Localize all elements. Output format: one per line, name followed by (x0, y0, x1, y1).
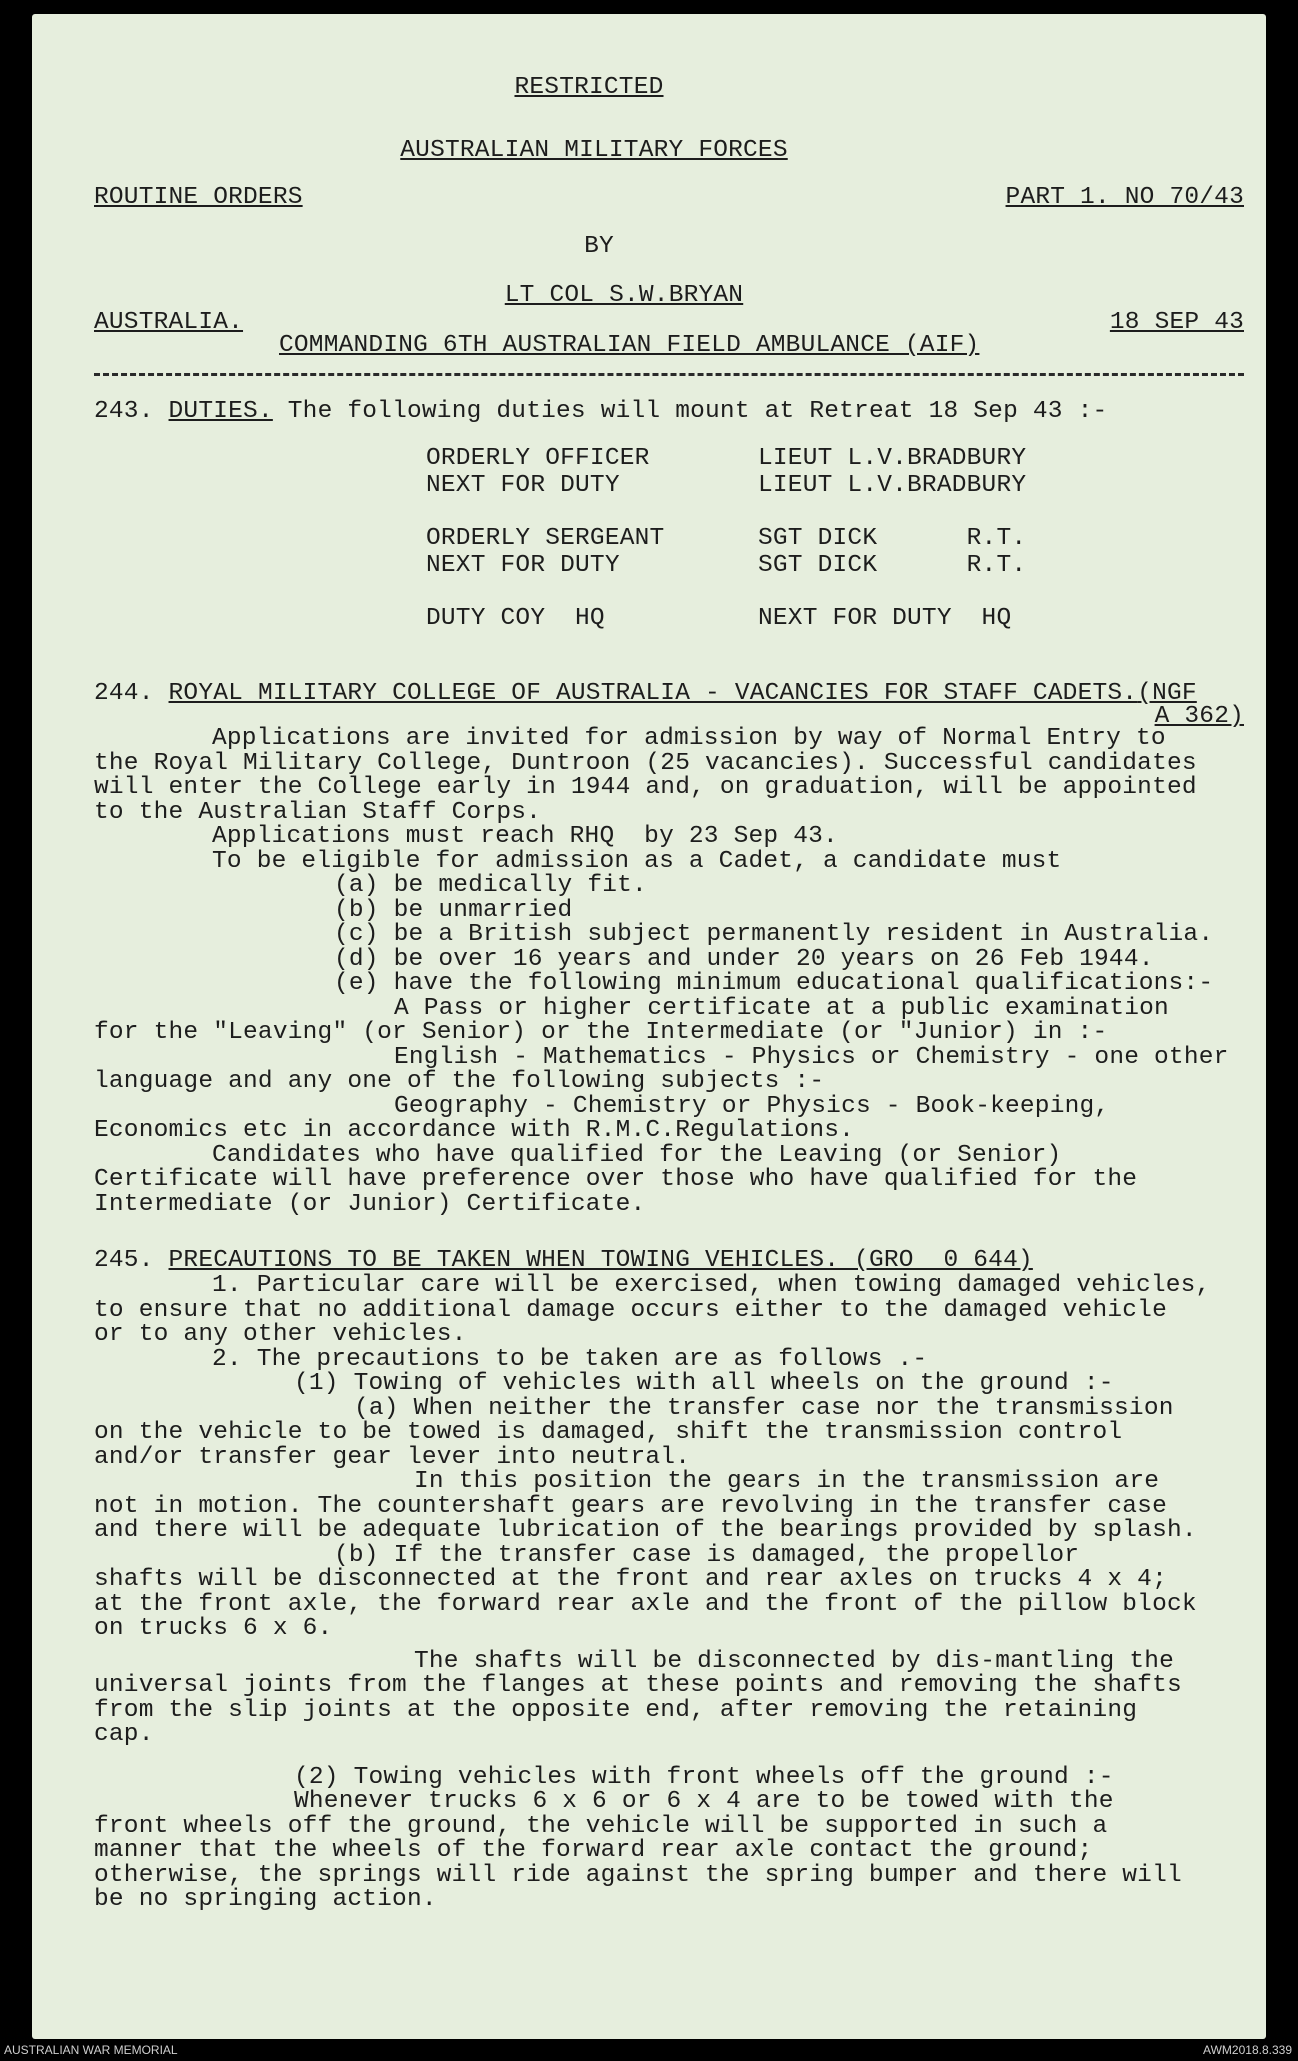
force-heading: AUSTRALIAN MILITARY FORCES (400, 137, 788, 164)
classification-heading: RESTRICTED (514, 74, 664, 101)
text-line: 1. Particular care will be exercised, when towing damaged vehicles, (212, 1272, 1211, 1299)
text-line: To be eligible for admission as a Cadet, a candidate must (212, 847, 1062, 875)
by-label: BY (584, 233, 614, 260)
routine-orders-label: ROUTINE ORDERS (94, 184, 303, 211)
item-244-title: ROYAL MILITARY COLLEGE OF AUSTRALIA - VACANCIES FOR STAFF CADETS. (168, 680, 1138, 707)
item-243-title: DUTIES. (168, 398, 273, 425)
text-line: not in motion. The countershaft gears are revolving in the transfer case (94, 1492, 1167, 1520)
text-line: In this position the gears in the transmission are (414, 1468, 1160, 1495)
text-line: Whenever trucks 6 x 6 or 6 x 4 are to be towed with the (294, 1788, 1114, 1815)
commanding-officer: LT COL S.W.BRYAN (504, 282, 744, 309)
item-244-number: 244. (94, 680, 154, 707)
duty-row: NEXT FOR DUTY SGT DICK R.T. (426, 552, 1027, 579)
document-page (32, 14, 1266, 2039)
text-line: to ensure that no additional damage occurs either to the damaged vehicle (94, 1296, 1167, 1324)
text-line: cap. (94, 1721, 154, 1748)
duty-row: ORDERLY SERGEANT SGT DICK R.T. (426, 525, 1027, 552)
item-244-ref: (NGF (1137, 680, 1197, 707)
text-line: manner that the wheels of the forward rear axle contact the ground; (94, 1837, 1093, 1864)
text-line: on trucks 6 x 6. (94, 1615, 333, 1642)
command-line: COMMANDING 6TH AUSTRALIAN FIELD AMBULANCE (AIF) (279, 332, 980, 359)
text-line: Applications are invited for admission by way of Normal Entry to (212, 725, 1166, 752)
item-244-ref-number: A 362) (1154, 703, 1244, 730)
duty-row: DUTY COY HQ NEXT FOR DUTY HQ (426, 605, 1012, 632)
text-line: The shafts will be disconnected by dis-mantling the (414, 1647, 1175, 1675)
archive-footer (4, 2043, 1292, 2057)
text-line: Economics etc in accordance with R.M.C.Regulations. (94, 1117, 855, 1144)
item-245 (94, 1247, 1244, 1913)
text-line: the Royal Military College, Duntroon (25 vacancies). Successful candidates (94, 749, 1197, 777)
text-line: shafts will be disconnected at the front and rear axles on trucks 4 x 4; (94, 1566, 1167, 1593)
duties-table (426, 445, 1244, 632)
text-line: to the Australian Staff Corps. (94, 798, 542, 826)
item-244 (94, 680, 1244, 1217)
text-line: (b) be unmarried (334, 896, 573, 924)
text-line: and there will be adequate lubrication of the bearings provided by splash. (94, 1517, 1197, 1544)
text-line: (e) have the following minimum educational qualifications:- (334, 970, 1214, 997)
item-243-intro: The following duties will mount at Retreat 18 Sep 43 :- (287, 398, 1108, 425)
text-line: universal joints from the flanges at these points and removing the shafts (94, 1672, 1182, 1699)
text-line: Applications must reach RHQ by 23 Sep 43. (212, 823, 838, 850)
text-line: or to any other vehicles. (94, 1321, 467, 1348)
part-number: PART 1. NO 70/43 (1005, 184, 1244, 211)
text-line: (1) Towing of vehicles with all wheels on the ground :- (294, 1370, 1114, 1397)
text-line: Geography - Chemistry or Physics - Book-keeping, (394, 1092, 1110, 1120)
duty-row: NEXT FOR DUTY LIEUT L.V.BRADBURY (426, 472, 1027, 499)
text-line: Intermediate (or Junior) Certificate. (94, 1190, 646, 1218)
text-line: otherwise, the springs will ride against the spring bumper and there will (94, 1861, 1182, 1889)
text-line: (a) be medically fit. (334, 872, 647, 899)
text-line: be no springing action. (94, 1886, 437, 1913)
archive-credit: AUSTRALIAN WAR MEMORIAL (4, 2043, 178, 2057)
text-line: at the front axle, the forward rear axle and the front of the pillow block (94, 1590, 1197, 1618)
text-line: 2. The precautions to be taken are as follows .- (212, 1345, 928, 1373)
text-line: for the "Leaving" (or Senior) or the Intermediate (or "Junior) in :- (94, 1019, 1108, 1046)
text-line: on the vehicle to be towed is damaged, shift the transmission control (94, 1419, 1123, 1446)
text-line: front wheels off the ground, the vehicle will be supported in such a (94, 1812, 1108, 1840)
text-line: (c) be a British subject permanently resident in Australia. (334, 921, 1214, 948)
item-245-number: 245. (94, 1247, 154, 1274)
item-245-title: PRECAUTIONS TO BE TAKEN WHEN TOWING VEHICLES. (GRO 0 644) (168, 1247, 1033, 1274)
text-line: (2) Towing vehicles with front wheels off the ground :- (294, 1763, 1114, 1791)
text-line: A Pass or higher certificate at a public examination (394, 994, 1169, 1022)
duty-row: ORDERLY OFFICER LIEUT L.V.BRADBURY (426, 445, 1027, 472)
text-line: (a) When neither the transfer case nor the transmission (354, 1394, 1174, 1422)
separator-line (94, 373, 1244, 376)
item-243 (94, 398, 1244, 632)
text-line: language and any one of the following subjects :- (94, 1068, 825, 1095)
routine-orders-document (94, 74, 1244, 1913)
text-line: (d) be over 16 years and under 20 years on 26 Feb 1944. (334, 945, 1154, 973)
text-line: Certificate will have preference over those who have qualified for the (94, 1166, 1138, 1193)
text-line: Candidates who have qualified for the Leaving (or Senior) (212, 1141, 1062, 1169)
text-line: will enter the College early in 1944 and, on graduation, will be appointed (94, 774, 1197, 801)
text-line: English - Mathematics - Physics or Chemistry - one other (394, 1043, 1229, 1071)
text-line: and/or transfer gear lever into neutral. (94, 1443, 691, 1471)
item-243-number: 243. (94, 398, 154, 425)
text-line: from the slip joints at the opposite end, after removing the retaining (94, 1696, 1138, 1724)
location-label: AUSTRALIA. (94, 309, 244, 336)
order-date: 18 SEP 43 (1109, 309, 1244, 336)
archive-reference: AWM2018.8.339 (1203, 2043, 1292, 2057)
text-line: (b) If the transfer case is damaged, the propellor (334, 1541, 1080, 1569)
